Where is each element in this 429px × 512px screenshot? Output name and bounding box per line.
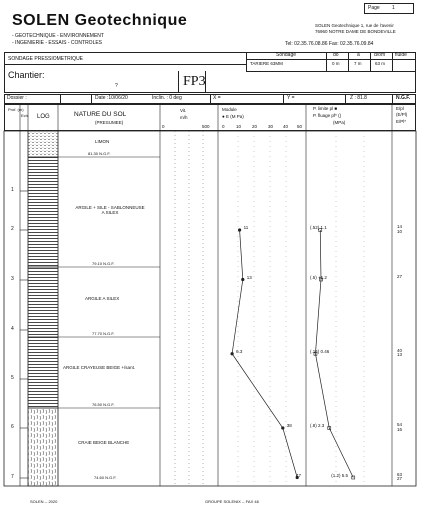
module-sub: ● E (M Pa) (222, 114, 244, 119)
module-value-label: 47 (296, 472, 302, 478)
inclination: Inclin. : 0 deg (152, 95, 182, 101)
module-tick: 30 (268, 124, 274, 129)
a-value: 7 m (354, 61, 362, 66)
services-line-2: - INGENIERIE - ESSAIS - CONTROLES (12, 40, 103, 46)
layer-name: ARGILE CRAYEUSE BEIGE +/sant. (63, 365, 136, 370)
module-tick: 10 (236, 124, 242, 129)
module-value-label: 38 (286, 423, 292, 428)
page-label: Page (368, 5, 380, 11)
pl-value-label: (.14) 0.46 (310, 348, 330, 354)
depth-tick: 6 (11, 424, 14, 430)
ratio-header-2: (E/Pl) (396, 112, 408, 117)
x-coord: X = (213, 95, 221, 101)
company-name: SOLEN Geotechnique (12, 12, 188, 29)
layer-name: LIMON (95, 139, 110, 144)
ratio-value: 40 13 (397, 347, 403, 358)
y-coord: Y = (287, 95, 295, 101)
do-value: 0 m (332, 61, 340, 66)
company-address-1: SOLEN Geotechnique 1, rue de l'avenir (315, 23, 394, 28)
depth-tick: 4 (11, 326, 14, 332)
layer-base: 74.60 N.G.F. (94, 475, 117, 480)
dossier: Dossier : (7, 95, 27, 101)
module-value-label: 13 (246, 274, 252, 280)
speed-header: Vit. (180, 108, 187, 113)
survey-id: FP3 (183, 74, 206, 89)
depth-header-a: Prof. (m) (8, 107, 24, 112)
depth-tick: 3 (11, 276, 14, 282)
tool: TARIERE 63MM (250, 61, 283, 66)
layer-name: CRAIE BEIGE BLANCHE (78, 440, 130, 445)
date: Date :10/06/20 (95, 95, 128, 101)
company-phone: Tel: 02.35.76.08.86 Fax: 02.35.76.09.84 (285, 41, 374, 47)
pl-value-label: (.52) 1.1 (310, 225, 327, 230)
pl-header-1: P. limite pl ■ (313, 106, 338, 111)
ngf: N.G.F. (396, 95, 411, 101)
ratio-header-1: E/pl (396, 106, 404, 111)
module-tick: 50 (297, 124, 303, 129)
module-header: Module (222, 107, 237, 112)
layer-base: 81.30 N.G.F. (88, 151, 111, 156)
log-header: LOG (37, 114, 50, 120)
module-point (230, 352, 233, 355)
site-label: Chantier: (8, 70, 45, 80)
module-tick: 40 (283, 124, 289, 129)
depth-tick: 7 (11, 474, 14, 480)
module-tick: 20 (252, 124, 258, 129)
nature-sub: (PRESUMEE) (95, 120, 124, 125)
layer-base: 76.50 N.G.F. (92, 402, 115, 407)
footer-left: SOLEN -- 2020 (30, 499, 58, 504)
speed-scale-max: 500 (202, 124, 210, 129)
module-point (241, 278, 244, 281)
pl-value-label: (.5) +1.2 (310, 274, 327, 280)
services-line-1: - GEOTECHNIQUE - ENVIRONNEMENT (12, 33, 104, 39)
depth-tick: 5 (11, 375, 14, 381)
module-value-label: 6.3 (236, 348, 243, 354)
dom-value: 63 m (375, 61, 386, 66)
pl-value-label: (1.2) 5.5 (331, 472, 349, 478)
pl-unit: (MPa) (333, 120, 346, 125)
ratio-value: 63 27 (397, 471, 403, 481)
z-coord: Z : 81.8 (350, 95, 367, 101)
depth-tick: 1 (11, 187, 14, 193)
col-dom: d/om (374, 52, 386, 58)
sondage-label: Sondage (276, 52, 297, 58)
col-do: do (333, 52, 339, 58)
nature-header: NATURE DU SOL (74, 111, 127, 118)
layer-base: 77.70 N.G.F. (92, 331, 115, 336)
ratio-value: 14 10 (397, 224, 403, 234)
site-value: ? (115, 83, 118, 89)
module-point (281, 426, 284, 429)
module-tick: 0 (222, 124, 225, 129)
footer-center: GROUPE SOLENIX -- FAX 46 (205, 499, 259, 504)
module-point (238, 228, 241, 231)
pl-header-2: P. fluage pf* () (313, 113, 342, 118)
depth-tick: 2 (11, 226, 14, 232)
ratio-value: 54 16 (397, 422, 403, 432)
layer-base: 79.10 N.G.F. (92, 261, 115, 266)
module-value-label: 11 (243, 225, 249, 230)
speed-scale-0: 0 (162, 124, 165, 129)
pl-value-label: (.8) 2.3 (310, 423, 325, 428)
col-fluide: fluide (395, 52, 407, 58)
survey-type: SONDAGE PRESSIOMETRIQUE (8, 56, 84, 62)
col-a: a (357, 52, 360, 58)
ratio-value: 27 (397, 273, 403, 279)
speed-unit: m/h (180, 115, 188, 120)
page-number: 1 (392, 5, 395, 11)
company-address-2: 76960 NOTRE DAME DE BONDEVILLE (315, 29, 396, 34)
ratio-header-3: E/Pl* (396, 119, 407, 124)
depth-header-b: Ech. (21, 113, 30, 118)
layer-name: ARGILE A SILEX (85, 296, 120, 301)
layer-name: ARGILE + SILE - SABLONNEUSE A SILEX (75, 205, 145, 215)
